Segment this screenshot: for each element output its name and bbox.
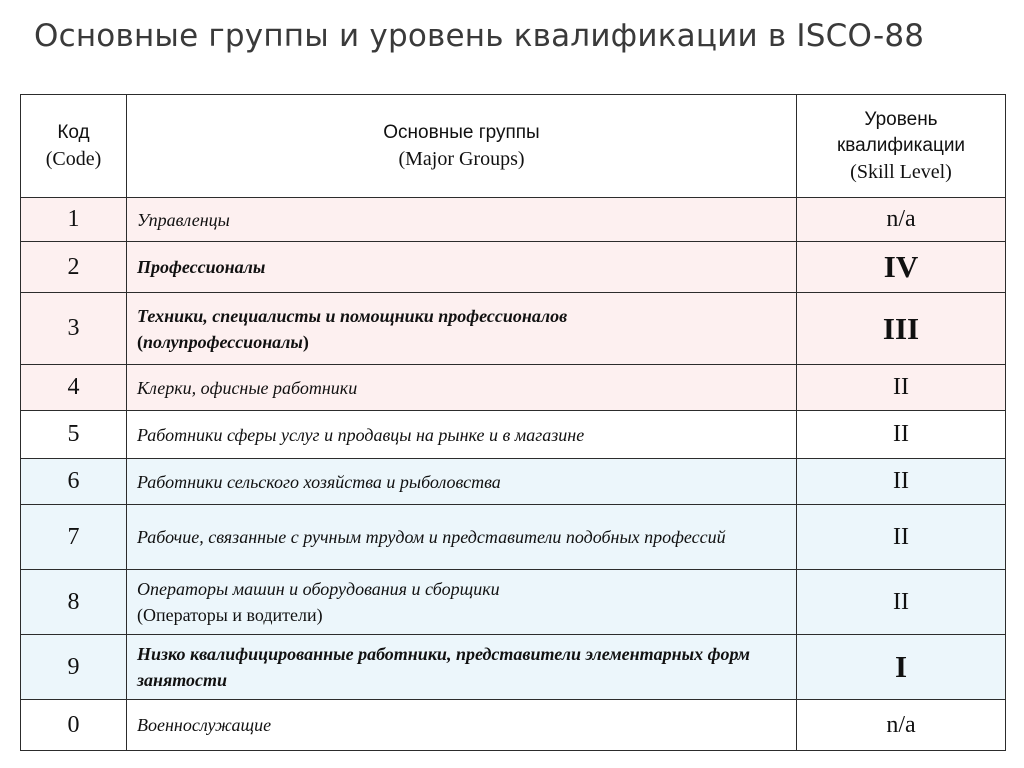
- code-cell: 5: [21, 411, 127, 459]
- group-cell: [127, 293, 797, 365]
- column-header-level-ru-2: квалификации: [836, 135, 966, 156]
- group-cell: Клерки, офисные работники: [127, 365, 797, 411]
- column-header-group: [127, 95, 797, 198]
- group-cell: [127, 570, 797, 635]
- table-row: [21, 635, 1006, 700]
- column-header-code-en: (Code): [45, 148, 102, 170]
- table-row: [21, 411, 1006, 459]
- paren-close: ): [302, 331, 309, 352]
- group-paren-text: полупрофессионалы: [143, 331, 303, 352]
- group-cell: Профессионалы: [127, 242, 797, 293]
- code-cell: 3: [21, 293, 127, 365]
- table-row: [21, 459, 1006, 505]
- isco-table: [20, 94, 1006, 751]
- table-row: [21, 505, 1006, 570]
- table-row: [21, 293, 1006, 365]
- column-header-group-en: (Major Groups): [398, 148, 525, 170]
- group-cell: Военнослужащие: [127, 700, 797, 751]
- table-row: [21, 198, 1006, 242]
- level-cell: I: [797, 635, 1006, 700]
- column-header-code-ru: Код: [57, 122, 90, 143]
- code-cell: 4: [21, 365, 127, 411]
- table-header-row: [21, 95, 1006, 198]
- level-cell: II: [797, 459, 1006, 505]
- code-cell: 8: [21, 570, 127, 635]
- table-row: [21, 242, 1006, 293]
- page-title: Основные группы и уровень квалификации в ISCO-88: [34, 18, 925, 54]
- level-cell: II: [797, 570, 1006, 635]
- level-cell: III: [797, 293, 1006, 365]
- group-cell: Работники сферы услуг и продавцы на рынке и в магазине: [127, 411, 797, 459]
- group-main-text: Техники, специалисты и помощники профессионалов: [137, 305, 568, 326]
- group-cell: Низко квалифицированные работники, представители элементарных форм занятости: [127, 635, 797, 700]
- level-cell: n/a: [797, 700, 1006, 751]
- group-cell: Рабочие, связанные с ручным трудом и представители подобных профессий: [127, 505, 797, 570]
- code-cell: 9: [21, 635, 127, 700]
- column-header-code: [21, 95, 127, 198]
- column-header-level-en: (Skill Level): [850, 161, 952, 183]
- group-cell: Управленцы: [127, 198, 797, 242]
- level-cell: II: [797, 505, 1006, 570]
- column-header-level-ru-1: Уровень: [864, 109, 938, 130]
- code-cell: 0: [21, 700, 127, 751]
- column-header-group-ru: Основные группы: [383, 122, 540, 143]
- code-cell: 6: [21, 459, 127, 505]
- column-header-level: [797, 95, 1006, 198]
- table-row: [21, 700, 1006, 751]
- level-cell: II: [797, 411, 1006, 459]
- group-main-text: Операторы машин и оборудования и сборщики: [137, 579, 500, 599]
- level-cell: II: [797, 365, 1006, 411]
- group-note-text: (Операторы и водители): [137, 605, 323, 625]
- code-cell: 1: [21, 198, 127, 242]
- table-row: [21, 365, 1006, 411]
- level-cell: IV: [797, 242, 1006, 293]
- code-cell: 2: [21, 242, 127, 293]
- code-cell: 7: [21, 505, 127, 570]
- level-cell: n/a: [797, 198, 1006, 242]
- paren-open: (: [137, 331, 143, 352]
- table-row: [21, 570, 1006, 635]
- group-cell: Работники сельского хозяйства и рыболовства: [127, 459, 797, 505]
